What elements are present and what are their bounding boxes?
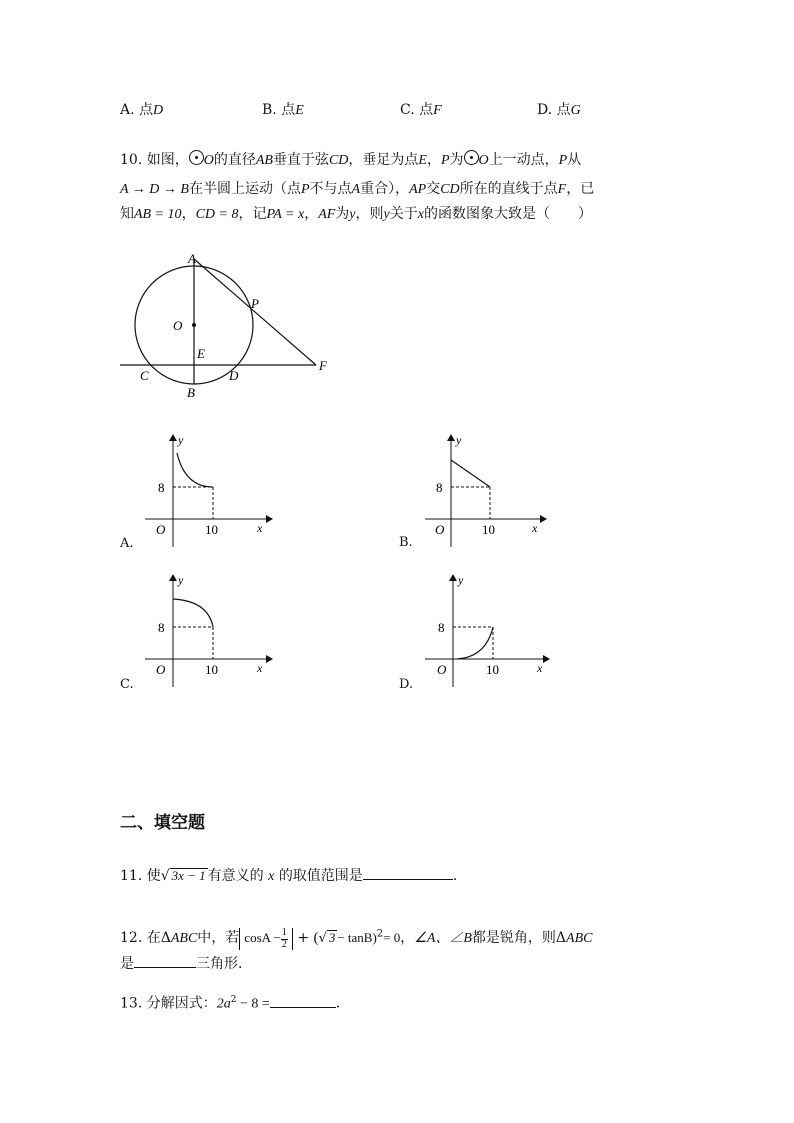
q12-answer-blank	[134, 967, 196, 968]
label-p: P	[251, 296, 259, 311]
q13-line: 13. 分解因式：$2a^2 - 8$ = .	[120, 995, 341, 1012]
graph-a-label: A.	[120, 536, 134, 551]
svg-text:8: 8	[158, 480, 165, 495]
q10-line-3: 知AB = 10，CD = 8，记PA = x，AF为y，则y关于x的函数图象大致是（ ）	[120, 206, 592, 222]
svg-text:y: y	[458, 573, 464, 587]
label-b: B	[187, 385, 195, 400]
svg-text:x: x	[257, 521, 263, 535]
q11-answer-blank	[363, 879, 453, 880]
graph-d	[420, 573, 560, 693]
svg-text:O: O	[435, 522, 445, 537]
svg-text:O: O	[156, 522, 166, 537]
graph-a	[140, 433, 280, 553]
label-o: O	[173, 318, 183, 333]
circle-o-symbol	[189, 150, 204, 165]
q11-radicand: 3x − 1	[171, 868, 206, 883]
graph-b	[420, 433, 560, 553]
section-title: 二、填空题	[120, 813, 205, 833]
svg-text:x: x	[537, 661, 543, 675]
svg-text:8: 8	[438, 620, 445, 635]
center-point	[192, 323, 196, 327]
q11-line: 11. 使√ 3x − 1 有意义的 x 的取值范围是 .	[120, 868, 458, 884]
svg-text:x: x	[257, 661, 263, 675]
q10-line-1: 10. 如图， O的直径AB垂直于弦CD，垂足为点E，P为 O上一动点，P从	[120, 152, 582, 168]
graph-c	[140, 573, 280, 693]
label-c: C	[140, 368, 149, 383]
q12-line-2: 是 三角形.	[120, 956, 243, 972]
svg-text:10: 10	[482, 522, 495, 537]
graph-c-label: C.	[120, 677, 134, 692]
svg-text:x: x	[532, 521, 538, 535]
svg-text:10: 10	[486, 662, 499, 677]
svg-text:O: O	[437, 662, 447, 677]
graph-b-label: B.	[399, 535, 413, 550]
q9-option-a: A. 点D	[120, 102, 164, 118]
svg-text:8: 8	[436, 480, 443, 495]
svg-text:8: 8	[158, 620, 165, 635]
svg-text:y: y	[178, 573, 184, 587]
q9-option-d: D. 点G	[537, 102, 581, 118]
svg-text:O: O	[156, 662, 166, 677]
label-f: F	[319, 358, 327, 373]
q9-option-c: C. 点F	[400, 102, 442, 118]
q12-line-1: 12. 在ΔABC中，若 cosA − $\frac{1}{2}$ + (√ 3 − tanB)$^2$= 0，∠A、∠B都是锐角，则ΔABC	[120, 927, 593, 950]
svg-text:y: y	[178, 433, 184, 447]
q13-answer-blank	[270, 1007, 336, 1008]
q12-abs-expression: cosA − $\frac{1}{2}$	[239, 928, 293, 950]
label-a: A	[188, 251, 196, 266]
circle-geometry-figure	[110, 245, 340, 405]
svg-text:y: y	[456, 433, 462, 447]
label-d: D	[229, 368, 239, 383]
line-af	[194, 259, 316, 365]
graph-d-label: D.	[399, 677, 414, 692]
svg-text:10: 10	[205, 522, 218, 537]
label-e: E	[197, 346, 205, 361]
svg-text:10: 10	[205, 662, 218, 677]
q9-option-b: B. 点E	[262, 102, 304, 118]
q10-line-2: A → D → B在半圆上运动（点P不与点A重合），AP交CD所在的直线于点F，已	[120, 181, 595, 197]
circle-o-symbol	[464, 150, 479, 165]
